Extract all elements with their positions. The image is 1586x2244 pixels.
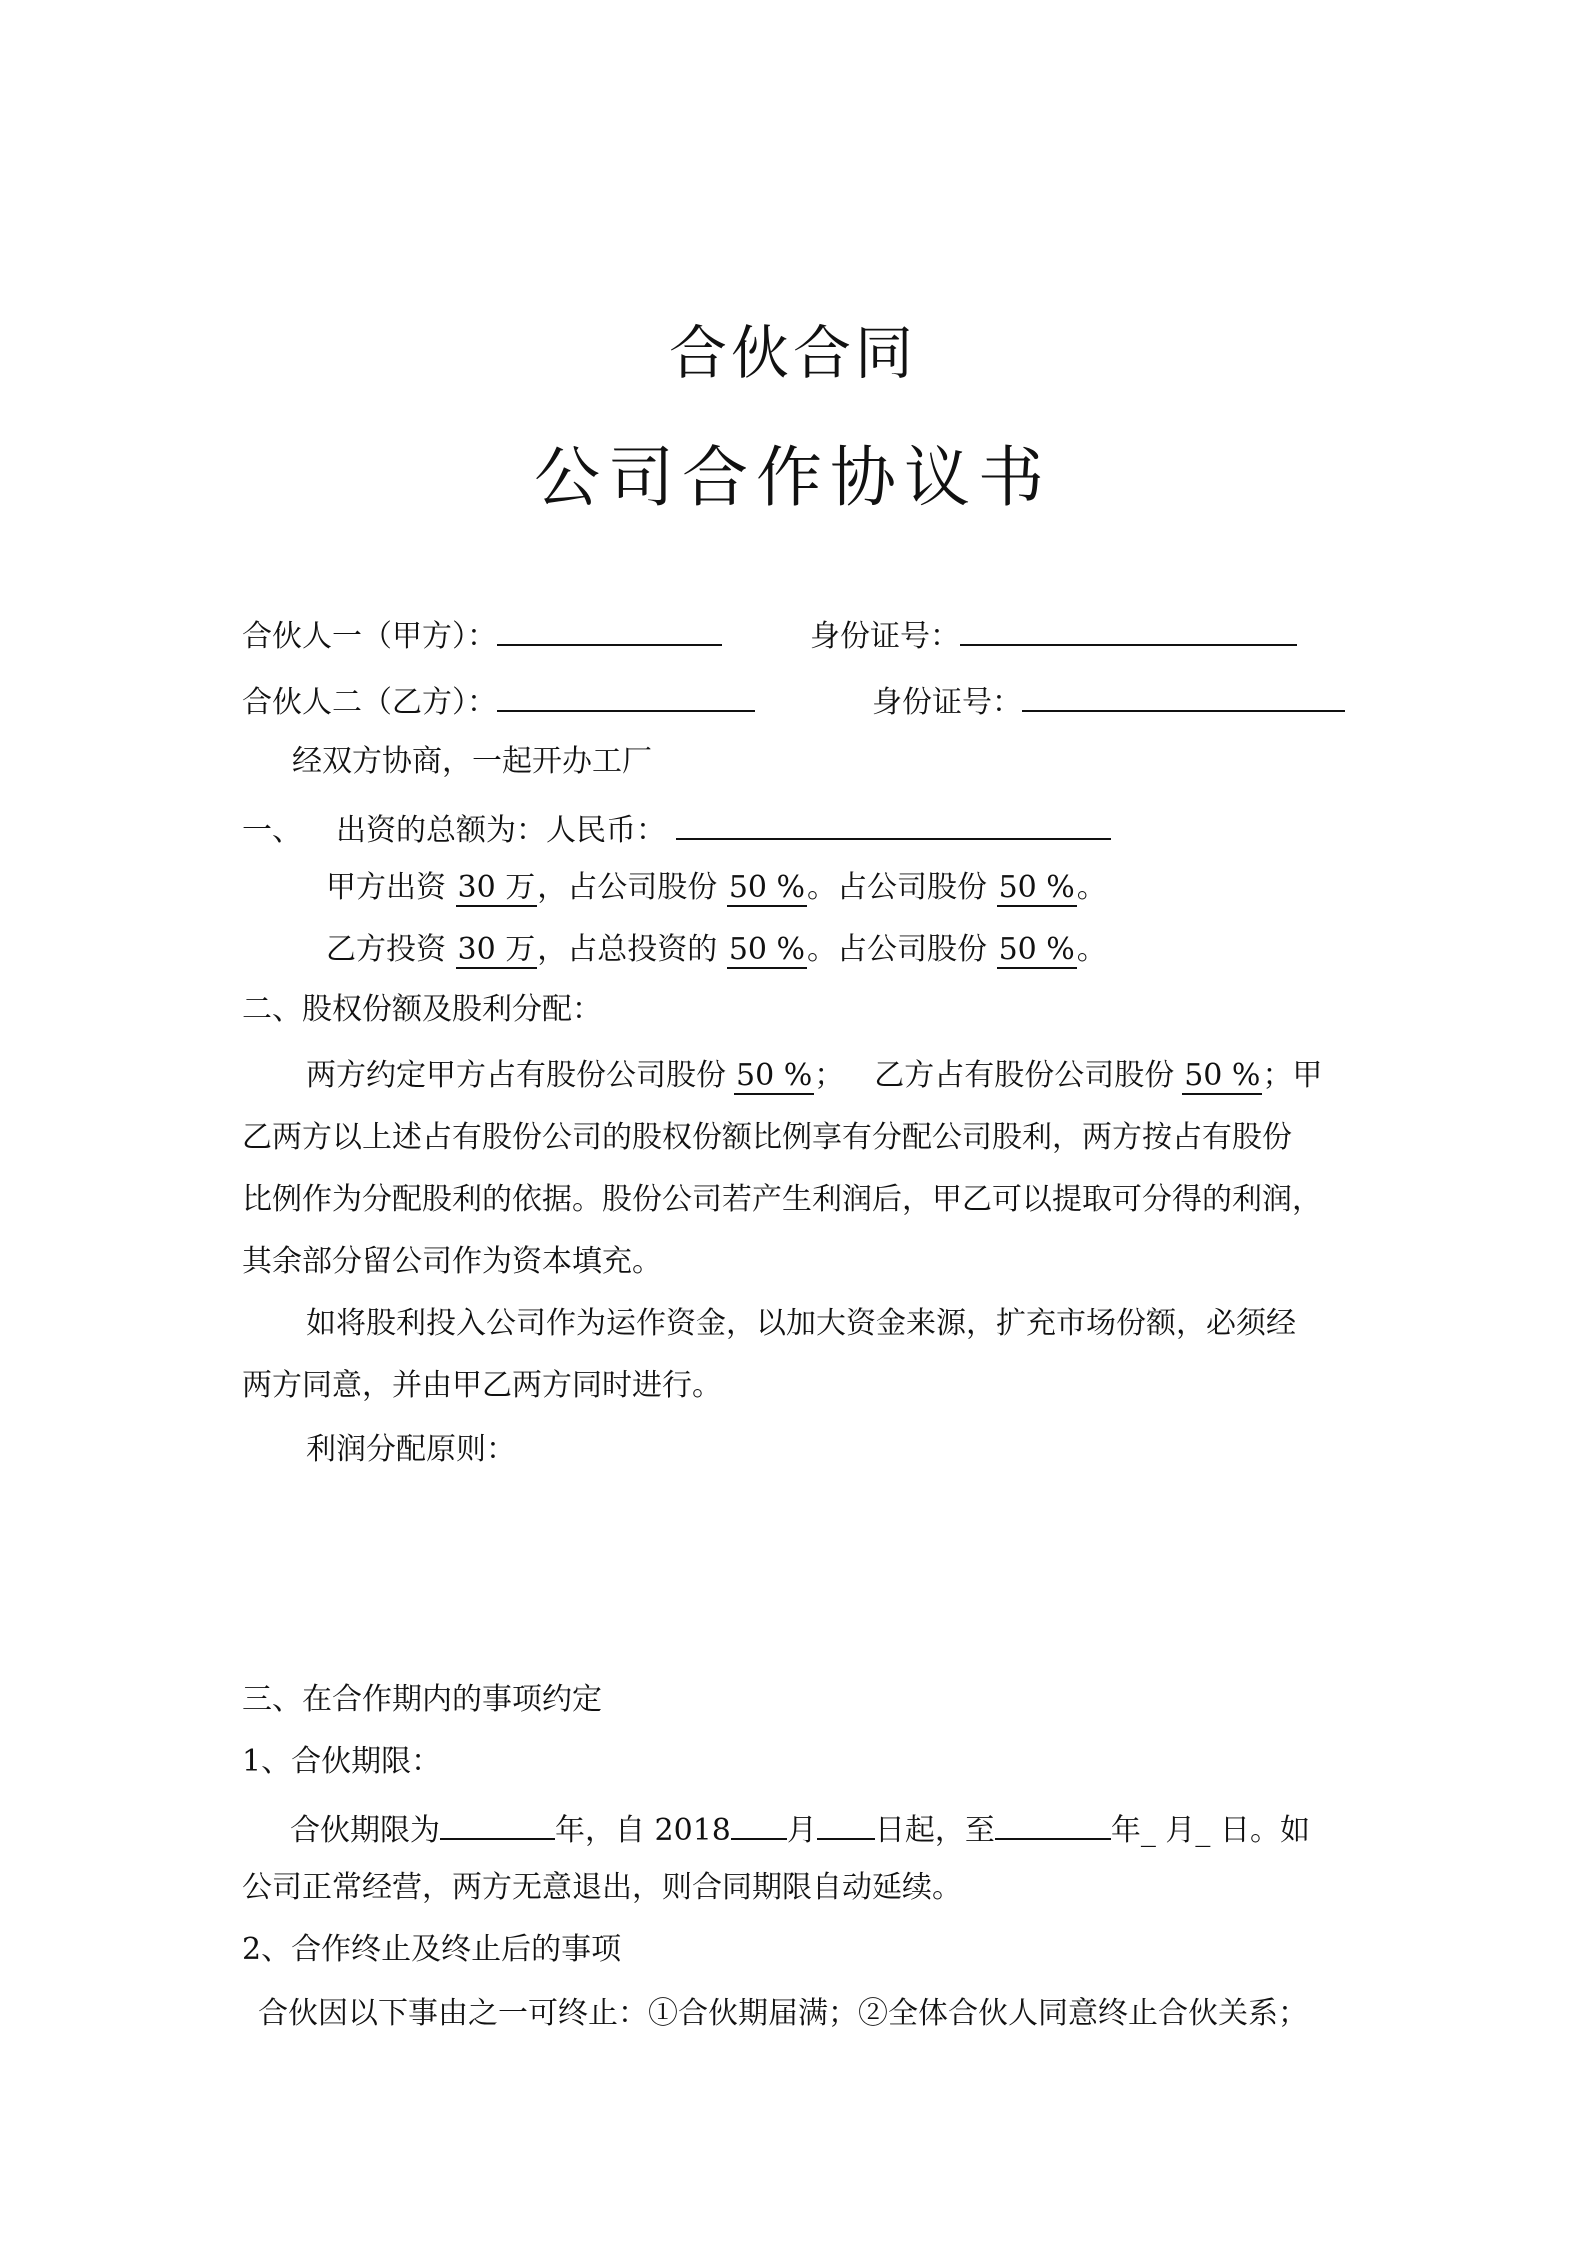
- line-b-part4: 。: [1076, 932, 1107, 967]
- termination-line1: 合伙因以下事由之一可终止：①合伙期届满；②全体合伙人同意终止合伙关系；: [258, 1996, 1308, 2031]
- line-a-part4: 。: [1076, 870, 1107, 905]
- line-b-pct1: 50 %: [728, 932, 806, 967]
- document-title: 合伙合同: [668, 319, 917, 387]
- line-a-pct1: 50 %: [728, 870, 806, 905]
- term-line1: [290, 1808, 1310, 1851]
- capital-total-blank: [676, 808, 1111, 840]
- section1-text: 出资的总额为：人民币：: [336, 813, 666, 848]
- party-a-id-blank: [960, 614, 1297, 646]
- para1-part4: ；甲: [1262, 1058, 1323, 1093]
- party-b-id-blank: [1022, 680, 1345, 712]
- party-b-id-row: [872, 680, 1345, 723]
- line-a-amount: 30 万: [457, 870, 536, 905]
- document-subtitle: 公司合作协议书: [534, 439, 1052, 516]
- line-b-part2: ，占总投资的: [537, 932, 718, 967]
- profit-principle-label: 利润分配原则：: [306, 1432, 516, 1467]
- line-a-pct2: 50 %: [998, 870, 1075, 905]
- item2-heading: 2、合作终止及终止后的事项: [242, 1932, 622, 1967]
- term-part-c: 月: [786, 1813, 817, 1848]
- party-a-id-label: 身份证号：: [810, 619, 960, 654]
- intro-text: 经双方协商，一起开办工厂: [292, 744, 652, 779]
- line-a-part1: 甲方出资: [326, 870, 446, 905]
- section2-para1-line2: 乙两方以上述占有股份公司的股权份额比例享有分配公司股利，两方按占有股份: [242, 1120, 1292, 1155]
- end-year-blank: [995, 1808, 1111, 1840]
- line-a-part3: 。占公司股份: [807, 870, 988, 905]
- item1-heading: 1、合伙期限：: [242, 1744, 442, 1779]
- line-b-part1: 乙方投资: [326, 932, 446, 967]
- line-a-part2: ，占公司股份: [537, 870, 718, 905]
- term-part-a: 合伙期限为: [290, 1813, 440, 1848]
- para1-part1: 两方约定甲方占有股份公司股份: [306, 1058, 726, 1093]
- section1-heading: 一、: [242, 813, 302, 848]
- party-b-name-blank: [497, 680, 755, 712]
- party-b-label: 合伙人二（乙方）：: [242, 685, 497, 720]
- line-b-amount: 30 万: [457, 932, 536, 967]
- party-a-label: 合伙人一（甲方）：: [242, 619, 497, 654]
- start-month-blank: [731, 1808, 787, 1840]
- line-b-pct2: 50 %: [998, 932, 1075, 967]
- para1-part2: ；: [814, 1058, 845, 1093]
- section2-para1-line3: 比例作为分配股利的依据。股份公司若产生利润后，甲乙可以提取可分得的利润，: [242, 1182, 1322, 1217]
- party-b-investment-line: [326, 930, 1107, 970]
- term-years-blank: [440, 1808, 555, 1840]
- term-line2: 公司正常经营，两方无意退出，则合同期限自动延续。: [242, 1870, 962, 1905]
- para1-pct2: 50 %: [1184, 1058, 1261, 1093]
- section1-row: [242, 808, 1111, 851]
- section2-para1-line1: [306, 1056, 1322, 1096]
- term-part-d: 日起，至: [874, 1813, 995, 1848]
- term-part-b: 年，自 2018: [555, 1813, 731, 1848]
- section3-heading: 三、在合作期内的事项约定: [242, 1682, 602, 1717]
- section2-para2-line1: 如将股利投入公司作为运作资金，以加大资金来源，扩充市场份额，必须经: [306, 1306, 1296, 1341]
- term-part-e: 年_ 月_ 日。如: [1110, 1813, 1310, 1848]
- start-day-blank: [817, 1808, 875, 1840]
- party-a-id-row: [810, 614, 1297, 657]
- line-b-part3: 。占公司股份: [807, 932, 988, 967]
- party-a-row: [242, 614, 722, 657]
- party-a-investment-line: [326, 868, 1107, 908]
- para1-part3: 乙方占有股份公司股份: [874, 1058, 1175, 1093]
- section2-para1-line4: 其余部分留公司作为资本填充。: [242, 1244, 662, 1279]
- section2-para2-line2: 两方同意，并由甲乙两方同时进行。: [242, 1368, 722, 1403]
- party-b-id-label: 身份证号：: [872, 685, 1022, 720]
- party-a-name-blank: [497, 614, 722, 646]
- para1-pct1: 50 %: [736, 1058, 813, 1093]
- section2-heading: 二、股权份额及股利分配：: [242, 992, 602, 1027]
- party-b-row: [242, 680, 755, 723]
